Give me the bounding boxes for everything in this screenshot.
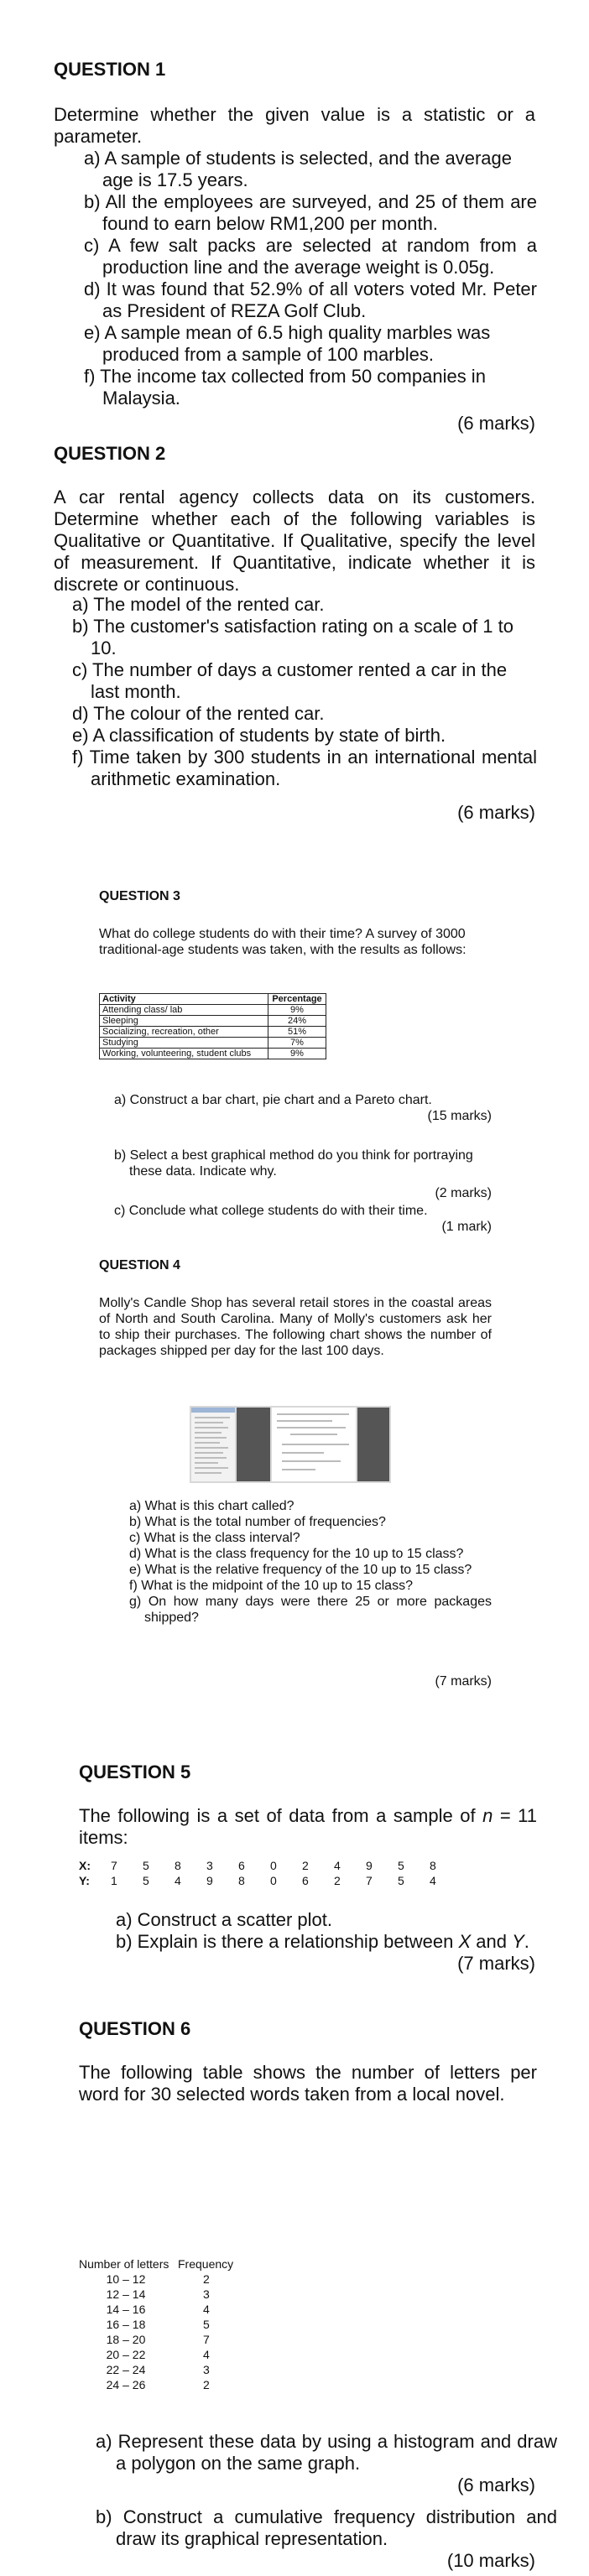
q5-intro xyxy=(79,1805,537,1849)
q5-n-var: n xyxy=(482,1805,493,1826)
table-row xyxy=(79,2347,245,2362)
table-row xyxy=(100,1016,326,1027)
q5-part-b xyxy=(116,1931,535,1953)
q4-item-c: c) What is the class interval? xyxy=(129,1531,300,1545)
table-cell: 51% xyxy=(268,1027,326,1038)
table-cell: 5 xyxy=(203,2318,210,2331)
q1-item-d: d) It was found that 52.9% of all voters voted Mr. Peter as President of REZA Golf Club. xyxy=(84,278,537,321)
table-cell: 4 xyxy=(203,2348,210,2361)
q5-y-value: 5 xyxy=(143,1874,149,1887)
table-cell: 24 – 26 xyxy=(106,2378,146,2391)
q5-intro-post: = 11 items: xyxy=(79,1805,537,1848)
table-cell: 3 xyxy=(203,2287,210,2301)
q5-x-value: 4 xyxy=(334,1859,341,1872)
q3-part-c-marks: (1 mark) xyxy=(441,1220,492,1234)
q4-item-a: a) What is this chart called? xyxy=(129,1499,294,1513)
q5-x-value: 8 xyxy=(430,1859,436,1872)
q6-part-b-marks: (10 marks) xyxy=(446,2550,535,2571)
table-row xyxy=(79,2302,245,2317)
q6-intro: The following table shows the number of letters per word for 30 selected words taken from a local novel. xyxy=(79,2062,537,2105)
table-cell: 4 xyxy=(203,2303,210,2316)
table-row xyxy=(79,2317,245,2332)
q5-part-b-y: Y xyxy=(512,1931,524,1952)
table-header-row xyxy=(79,2256,245,2272)
q5-part-a: a) Construct a scatter plot. xyxy=(116,1909,332,1930)
q1-item-a: a) A sample of students is selected, and the average age is 17.5 years. xyxy=(84,148,512,190)
table-cell: Studying xyxy=(100,1038,268,1049)
table-cell: 16 – 18 xyxy=(106,2318,146,2331)
table-row xyxy=(79,2377,245,2392)
table-row xyxy=(100,1027,326,1038)
q4-list xyxy=(129,1498,492,1626)
table-cell: 7 xyxy=(203,2333,210,2346)
q4-title: QUESTION 4 xyxy=(99,1258,180,1272)
table-row xyxy=(79,2272,245,2287)
q4-item-d: d) What is the class frequency for the 10 up to 15 class? xyxy=(129,1547,464,1561)
q5-y-value: 1 xyxy=(111,1874,117,1887)
q4-item-b: b) What is the total number of frequencies? xyxy=(129,1515,386,1529)
q3-part-b-marks: (2 marks) xyxy=(435,1186,492,1200)
q5-y-value: 7 xyxy=(366,1874,373,1887)
q5-y-value: 2 xyxy=(334,1874,341,1887)
q6-part-b: b) Construct a cumulative frequency distribution and draw its graphical representation. xyxy=(96,2506,557,2549)
q5-y-value: 9 xyxy=(206,1874,213,1887)
q5-title: QUESTION 5 xyxy=(79,1762,191,1782)
q2-title: QUESTION 2 xyxy=(54,443,166,464)
table-cell: Socializing, recreation, other xyxy=(100,1027,268,1038)
q5-x-value: 8 xyxy=(175,1859,181,1872)
table-cell: 10 – 12 xyxy=(106,2272,146,2286)
table-row xyxy=(79,2362,245,2377)
table-cell: 2 xyxy=(203,2272,210,2286)
q3-activity-table xyxy=(99,993,326,1059)
q5-x-value: 3 xyxy=(206,1859,213,1872)
q5-y-value: 4 xyxy=(175,1874,181,1887)
table-cell: 7% xyxy=(268,1038,326,1049)
q6-title: QUESTION 6 xyxy=(79,2018,191,2039)
q5-y-label: Y: xyxy=(79,1874,90,1887)
q5-part-b-post: . xyxy=(524,1931,529,1952)
table-cell: 9% xyxy=(268,1049,326,1059)
table-cell: 22 – 24 xyxy=(106,2363,146,2376)
q5-marks: (7 marks) xyxy=(457,1953,535,1974)
q2-item-f: f) Time taken by 300 students in an international mental arithmetic examination. xyxy=(72,747,537,789)
table-header-row xyxy=(100,994,326,1005)
q2-item-a: a) The model of the rented car. xyxy=(72,594,325,615)
q1-item-c: c) A few salt packs are selected at random from a production line and the average weight is 0.05g. xyxy=(84,235,537,278)
table-row xyxy=(79,2287,245,2302)
q6-frequency-table xyxy=(79,2256,245,2392)
q1-item-e: e) A sample mean of 6.5 high quality marbles was produced from a sample of 100 marbles. xyxy=(84,322,491,365)
q5-x-value: 2 xyxy=(302,1859,309,1872)
q5-intro-pre: The following is a set of data from a sample of xyxy=(79,1805,483,1826)
table-cell: Sleeping xyxy=(100,1016,268,1027)
q5-x-value: 0 xyxy=(270,1859,277,1872)
q2-list xyxy=(72,594,537,790)
table-row xyxy=(79,2332,245,2347)
table-cell: 12 – 14 xyxy=(106,2287,146,2301)
q5-part-b-pre: b) Explain is there a relationship between xyxy=(116,1931,459,1952)
table-cell: 18 – 20 xyxy=(106,2333,146,2346)
table-header: Number of letters xyxy=(79,2257,169,2271)
q5-part-b-x: X xyxy=(458,1931,472,1952)
table-header: Activity xyxy=(100,994,268,1005)
q5-x-label: X: xyxy=(79,1859,91,1872)
q1-intro: Determine whether the given value is a statistic or a parameter. xyxy=(54,104,535,147)
q5-y-value: 6 xyxy=(302,1874,309,1887)
q2-item-e: e) A classification of students by state of birth. xyxy=(72,725,446,746)
q5-x-value: 5 xyxy=(398,1859,404,1872)
q4-item-g: g) On how many days were there 25 or more packages shipped? xyxy=(129,1595,492,1625)
table-row xyxy=(100,1049,326,1059)
q5-y-value: 4 xyxy=(430,1874,436,1887)
table-cell: 14 – 16 xyxy=(106,2303,146,2316)
table-cell: 9% xyxy=(268,1005,326,1016)
q5-y-value: 5 xyxy=(398,1874,404,1887)
q5-x-value: 7 xyxy=(111,1859,117,1872)
q1-title: QUESTION 1 xyxy=(54,59,166,80)
q6-part-a: a) Represent these data by using a histogram and draw a polygon on the same graph. xyxy=(96,2431,557,2474)
table-cell: Working, volunteering, student clubs xyxy=(100,1049,268,1059)
q4-chart-thumbnail xyxy=(190,1406,391,1483)
q4-marks: (7 marks) xyxy=(435,1674,492,1689)
q5-x-row xyxy=(79,1859,461,1872)
q3-title: QUESTION 3 xyxy=(99,889,180,903)
q6-part-a-marks: (6 marks) xyxy=(457,2475,535,2495)
q5-x-value: 5 xyxy=(143,1859,149,1872)
q2-item-d: d) The colour of the rented car. xyxy=(72,703,325,724)
q1-marks: (6 marks) xyxy=(457,413,535,434)
table-row xyxy=(100,1038,326,1049)
q4-item-e: e) What is the relative frequency of the 10 up to 15 class? xyxy=(129,1563,472,1577)
q2-item-c: c) The number of days a customer rented a car in the last month. xyxy=(72,659,508,702)
q4-chart-image xyxy=(190,1406,391,1483)
table-row xyxy=(100,1005,326,1016)
q5-x-value: 9 xyxy=(366,1859,373,1872)
table-cell: 20 – 22 xyxy=(106,2348,146,2361)
q4-intro: Molly's Candle Shop has several retail stores in the coastal areas of North and South Carolina. Many of Molly's customers ask her to ship their purchases. The following chart shows the number of packages shipped per day for the last 100 days. xyxy=(99,1296,492,1358)
q5-part-b-mid: and xyxy=(471,1931,513,1952)
table-cell: Attending class/ lab xyxy=(100,1005,268,1016)
q1-item-b: b) All the employees are surveyed, and 25 of them are found to earn below RM1,200 per month. xyxy=(84,191,537,234)
q1-list xyxy=(84,148,537,409)
q5-y-value: 0 xyxy=(270,1874,277,1887)
q3-part-a: a) Construct a bar chart, pie chart and a Pareto chart. xyxy=(114,1093,432,1107)
q2-item-b: b) The customer's satisfaction rating on a scale of 1 to 10. xyxy=(72,616,513,658)
table-header: Percentage xyxy=(268,994,326,1005)
q3-part-b: b) Select a best graphical method do you think for portraying these data. Indicate why. xyxy=(114,1148,473,1179)
table-cell: 2 xyxy=(203,2378,210,2391)
table-cell: 3 xyxy=(203,2363,210,2376)
q5-x-value: 6 xyxy=(238,1859,245,1872)
q3-intro: What do college students do with their time? A survey of 3000 traditional-age students was taken, with the results as follows: xyxy=(99,927,467,957)
q5-y-row xyxy=(79,1874,461,1887)
q3-part-c: c) Conclude what college students do with their time. xyxy=(114,1204,428,1218)
q2-intro: A car rental agency collects data on its customers. Determine whether each of the following variables is Qualitative or Quantitative. If Qualitative, specify the level of measurement. If Quantitative, indicate whether it is discrete or continuous. xyxy=(54,487,535,595)
q3-part-a-marks: (15 marks) xyxy=(427,1109,492,1123)
q5-y-value: 8 xyxy=(238,1874,245,1887)
q4-item-f: f) What is the midpoint of the 10 up to 15 class? xyxy=(129,1579,413,1593)
table-header: Frequency xyxy=(178,2257,234,2271)
q1-item-f: f) The income tax collected from 50 companies in Malaysia. xyxy=(84,366,486,409)
q2-marks: (6 marks) xyxy=(457,802,535,823)
table-cell: 24% xyxy=(268,1016,326,1027)
